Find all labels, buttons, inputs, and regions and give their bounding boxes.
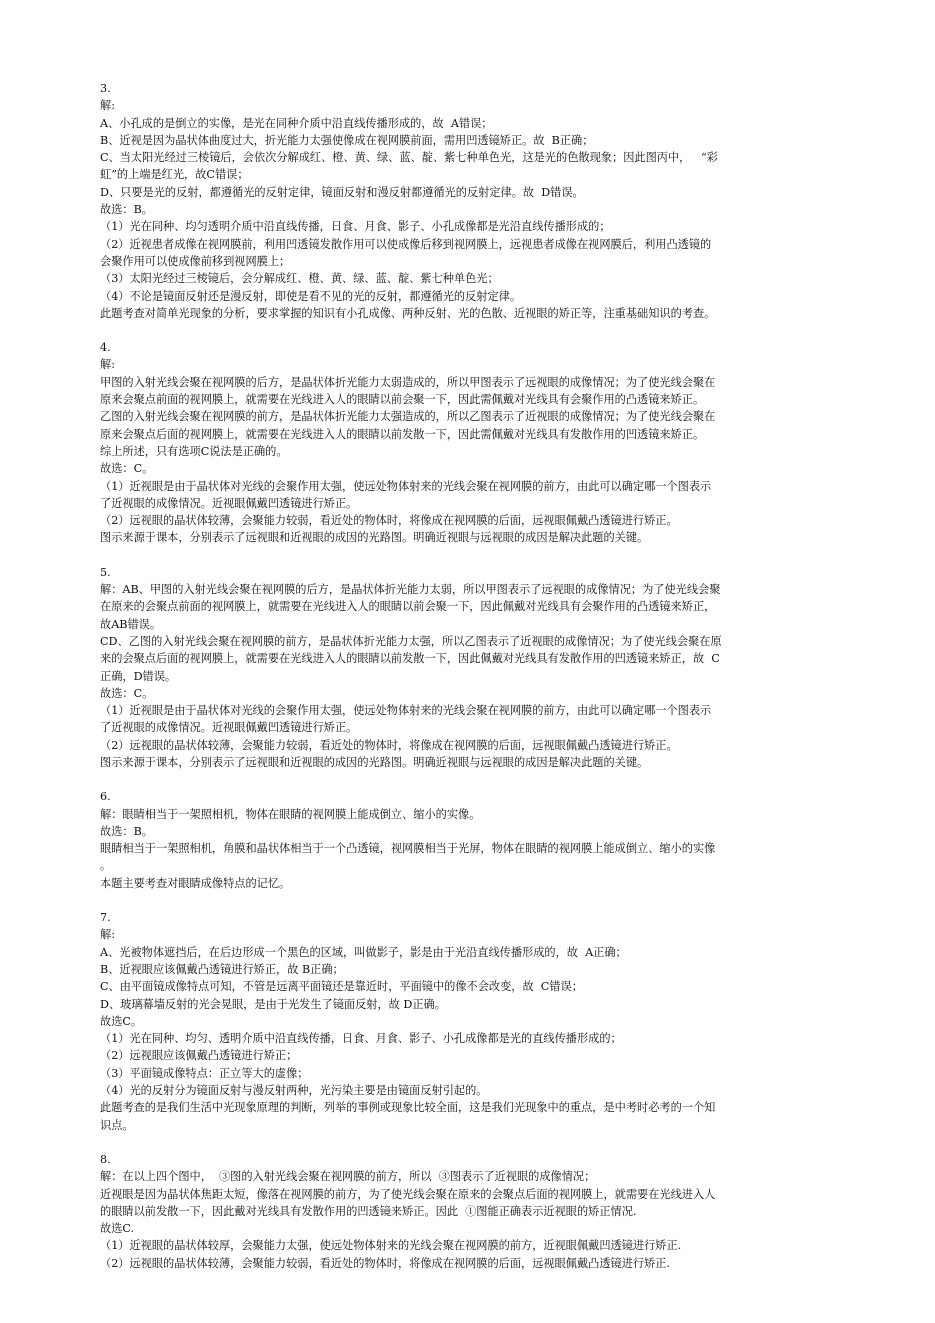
answer-text-line: 此题考查的是我们生活中光现象原理的判断，列举的事例或现象比较全面，这是我们光现象中的重点，是中考时必考的一个知: [100, 1101, 716, 1115]
question-number: 6.: [100, 790, 111, 804]
answer-text-line: 故选：C。: [100, 686, 154, 700]
answer-text-line: 图示来源于课本，分别表示了远视眼和近视眼的成因的光路图。明确近视眼与远视眼的成因是解决此题的关键。: [100, 531, 649, 545]
question-number: 4.: [100, 341, 111, 355]
answer-text-line: 解：在以上四个图中， ③图的入射光线会聚在视网膜的前方，所以 ③图表示了近视眼的成像情况；: [100, 1170, 596, 1184]
answer-text-line: 。: [100, 859, 112, 873]
answer-text-line: 会聚作用可以使成像前移到视网膜上；: [100, 254, 291, 268]
answer-text-line: 了近视眼的成像情况。近视眼佩戴凹透镜进行矫正。: [100, 721, 358, 735]
answer-text-line: 本题主要考查对眼睛成像特点的记忆。: [100, 876, 291, 890]
answer-text-line: （1）近视眼是由于晶状体对光线的会聚作用太强，使远处物体射来的光线会聚在视网膜的前方，由此可以确定哪一个图表示: [100, 704, 712, 718]
answer-text-line: D、玻璃幕墙反射的光会晃眼，是由于光发生了镜面反射，故 D正确。: [100, 997, 446, 1011]
answer-text-line: （2）近视患者成像在视网膜前，利用凹透镜发散作用可以使成像后移到视网膜上，远视患者成像在视网膜后，利用凸透镜的: [100, 237, 712, 251]
answer-text-line: B、近视是因为晶状体曲度过大，折光能力太强使像成在视网膜前面，需用凹透镜矫正。故 B正确；: [100, 133, 594, 147]
answer-text-line: 近视眼是因为晶状体焦距太短，像落在视网膜的前方，为了使光线会聚在原来的会聚点后面的视网膜上，就需要在光线进入人: [100, 1187, 716, 1201]
answer-text-line: B、近视眼应该佩戴凸透镜进行矫正，故 B正确；: [100, 962, 344, 976]
answer-section-8: [100, 1151, 822, 1272]
answer-text-line: 甲图的入射光线会聚在视网膜的后方，是晶状体折光能力太弱造成的，所以甲图表示了远视眼的成像情况；为了使光线会聚在: [100, 375, 716, 389]
question-number: 5.: [100, 565, 111, 579]
answer-text-line: 此题考查对简单光现象的分析，要求掌握的知识有小孔成像、两种反射、光的色散、近视眼的矫正等，注重基础知识的考查。: [100, 306, 716, 320]
answer-section-3: [100, 80, 822, 322]
answer-section-4: [100, 339, 822, 547]
answer-section-7: [100, 909, 822, 1134]
answer-text-line: 图示来源于课本，分别表示了远视眼和近视眼的成因的光路图。明确近视眼与远视眼的成因是解决此题的关键。: [100, 755, 649, 769]
answer-text-line: C、由平面镜成像特点可知，不管是远离平面镜还是靠近时，平面镜中的像不会改变，故 C错误；: [100, 980, 583, 994]
answer-text-line: （1）光在同种、均匀透明介质中沿直线传播，日食、月食、影子、小孔成像都是光沿直线传播形成的；: [100, 220, 611, 234]
question-number: 8.: [100, 1152, 111, 1166]
answer-text-line: 故选：C。: [100, 462, 154, 476]
answer-text-line: （3）太阳光经过三棱镜后，会分解成红、橙、黄、绿、蓝、靛、紫七种单色光；: [100, 272, 499, 286]
answer-text-line: A、光被物体遮挡后，在后边形成一个黑色的区域，叫做影子，影是由于光沿直线传播形成的，故 A正确；: [100, 945, 627, 959]
answer-text-line: 眼睛相当于一架照相机，角膜和晶状体相当于一个凸透镜，视网膜相当于光屏，物体在眼睛的视网膜上能成倒立、缩小的实像: [100, 842, 716, 856]
answer-text-line: 原来会聚点前面的视网膜上，就需要在光线进入人的眼睛以前会聚一下，因此需佩戴对光线具有会聚作用的凸透镜来矫正。: [100, 393, 705, 407]
answer-text-line: C、当太阳光经过三棱镜后，会依次分解成红、橙、黄、绿、蓝、靛、紫七种单色光，这是光的色散现象；因此图丙中， “彩: [100, 151, 718, 165]
answer-text-line: 故AB错误。: [100, 617, 162, 631]
answer-text-line: 乙图的入射光线会聚在视网膜的前方，是晶状体折光能力太强造成的，所以乙图表示了近视眼的成像情况；为了使光线会聚在: [100, 410, 716, 424]
answer-text-line: D、只要是光的反射，都遵循光的反射定律，镜面反射和漫反射都遵循光的反射定律。故 D错误。: [100, 185, 584, 199]
answer-text-line: （2）远视眼的晶状体较薄，会聚能力较弱，看近处的物体时，将像成在视网膜的后面，远视眼佩戴凸透镜进行矫正.: [100, 1256, 671, 1270]
answer-text-line: 在原来的会聚点前面的视网膜上，就需要在光线进入人的眼睛以前会聚一下，因此佩戴对光线具有会聚作用的凸透镜来矫正，: [100, 600, 716, 614]
answer-text-line: 来的会聚点后面的视网膜上，就需要在光线进入人的眼睛以前发散一下，因此佩戴对光线具有发散作用的凹透镜来矫正，故 C: [100, 652, 720, 666]
answer-text-line: （1）近视眼是由于晶状体对光线的会聚作用太强，使远处物体射来的光线会聚在视网膜的前方，由此可以确定哪一个图表示: [100, 479, 712, 493]
answer-text-line: 故选C.: [100, 1222, 135, 1236]
answer-text-line: （4）不论是镜面反射还是漫反射，即使是看不见的光的反射，都遵循光的反射定律。: [100, 289, 522, 303]
answer-text-line: （2）远视眼应该佩戴凸透镜进行矫正；: [100, 1049, 298, 1063]
answer-text-line: （1）光在同种、均匀、透明介质中沿直线传播，日食、月食、影子、小孔成像都是光的直线传播形成的；: [100, 1032, 622, 1046]
answer-text-line: 故选：B。: [100, 824, 153, 838]
answer-text-line: 正确，D错误。: [100, 669, 177, 683]
answer-text-line: 的眼睛以前发散一下，因此戴对光线具有发散作用的凹透镜来矫正。因此 ①图能正确表示近视眼的矫正情况.: [100, 1204, 637, 1218]
answer-section-6: [100, 788, 822, 892]
answer-text-line: 解:: [100, 928, 115, 942]
document-page: [100, 80, 822, 1289]
question-number: 3.: [100, 82, 111, 95]
answer-text-line: 了近视眼的成像情况。近视眼佩戴凹透镜进行矫正。: [100, 496, 358, 510]
answer-text-line: 解:: [100, 358, 115, 372]
answer-section-5: [100, 564, 822, 772]
answer-text-line: （2）远视眼的晶状体较薄，会聚能力较弱，看近处的物体时，将像成在视网膜的后面，远视眼佩戴凸透镜进行矫正。: [100, 514, 678, 528]
answer-text-line: CD、乙图的入射光线会聚在视网膜的前方，是晶状体折光能力太强，所以乙图表示了近视眼的成像情况；为了使光线会聚在原: [100, 634, 722, 648]
question-number: 7.: [100, 911, 111, 925]
answer-text-line: 虹”的上端是红光，故C错误；: [100, 168, 249, 182]
answer-text-line: 解:: [100, 99, 115, 113]
answer-text-line: （2）远视眼的晶状体较薄，会聚能力较弱，看近处的物体时，将像成在视网膜的后面，远视眼佩戴凸透镜进行矫正。: [100, 738, 678, 752]
answer-text-line: 故选：B。: [100, 203, 153, 217]
answer-text-line: （1）近视眼的晶状体较厚，会聚能力太强，使远处物体射来的光线会聚在视网膜的前方，近视眼佩戴凹透镜进行矫正.: [100, 1239, 682, 1253]
answer-text-line: （4）光的反射分为镜面反射与漫反射两种，光污染主要是由镜面反射引起的。: [100, 1084, 488, 1098]
answer-text-line: A、小孔成的是倒立的实像，是光在同种介质中沿直线传播形成的，故 A错误；: [100, 116, 493, 130]
answer-text-line: 原来会聚点后面的视网膜上，就需要在光线进入人的眼睛以前发散一下，因此需佩戴对光线具有发散作用的凹透镜来矫正。: [100, 427, 705, 441]
answer-text-line: 识点。: [100, 1118, 134, 1132]
answer-text-line: （3）平面镜成像特点：正立等大的虚像；: [100, 1066, 309, 1080]
answer-text-line: 解：眼睛相当于一架照相机，物体在眼睛的视网膜上能成倒立、缩小的实像。: [100, 807, 481, 821]
answer-text-line: 解：AB、甲图的入射光线会聚在视网膜的后方，是晶状体折光能力太弱，所以甲图表示了远视眼的成像情况；为了使光线会聚: [100, 583, 721, 597]
answer-text-line: 故选C。: [100, 1014, 143, 1028]
answer-text-line: 综上所述，只有选项C说法是正确的。: [100, 444, 288, 458]
